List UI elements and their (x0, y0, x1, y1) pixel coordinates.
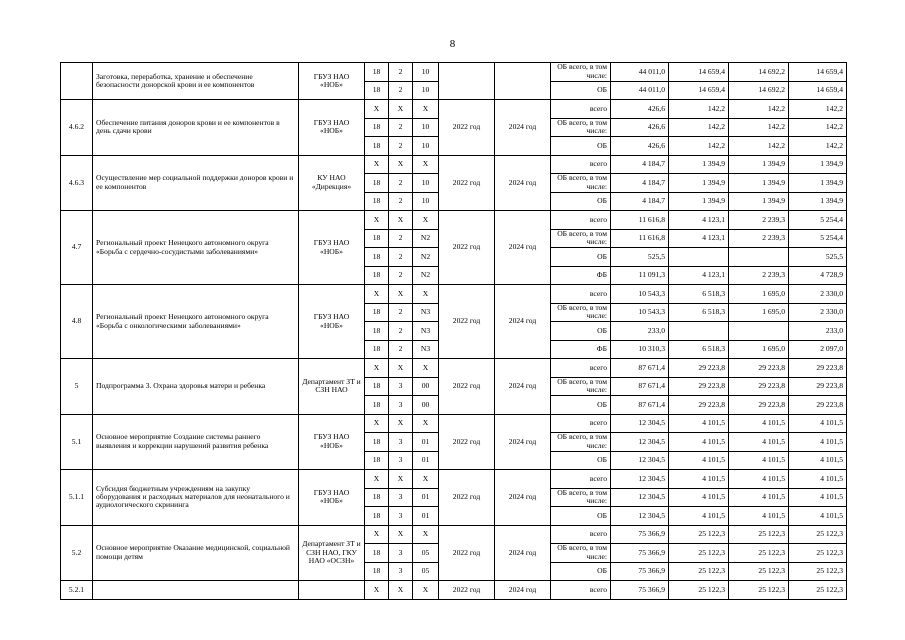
funding-source: ОБ всего, в том числе: (551, 174, 611, 193)
code-gp: 18 (365, 118, 389, 137)
table-row (61, 359, 847, 378)
amount-cell: 4 184,7 (611, 155, 669, 174)
amount-cell: 10 543,3 (611, 285, 669, 304)
item-executor: ГБУЗ НАО «НОБ» (299, 414, 365, 470)
amount-cell: 75 366,9 (611, 581, 669, 600)
funding-source: ОБ (551, 562, 611, 581)
amount-cell: 87 671,4 (611, 396, 669, 415)
code-om: Х (413, 211, 439, 230)
item-name: Региональный проект Ненецкого автономного округа «Борьба с сердечно-сосудистыми заболеваниями» (93, 211, 299, 285)
item-number: 4.6.3 (61, 155, 93, 211)
funding-source: всего (551, 581, 611, 600)
code-pp: 3 (389, 433, 413, 452)
funding-source: ОБ (551, 248, 611, 267)
amount-cell: 1 394,9 (789, 174, 847, 193)
funding-source: ОБ (551, 192, 611, 211)
amount-cell: 6 518,3 (669, 285, 729, 304)
amount-cell (729, 248, 789, 267)
amount-cell: 12 304,5 (611, 488, 669, 507)
code-om: N2 (413, 248, 439, 267)
funding-source: всего (551, 470, 611, 489)
code-pp: 3 (389, 507, 413, 526)
code-gp: Х (365, 470, 389, 489)
amount-cell: 25 122,3 (729, 581, 789, 600)
amount-cell: 4 101,5 (789, 470, 847, 489)
item-number: 5.2.1 (61, 581, 93, 600)
amount-cell: 4 101,5 (729, 433, 789, 452)
item-name: Осуществление мер социальной поддержки доноров крови и ее компонентов (93, 155, 299, 211)
table-row (61, 285, 847, 304)
code-pp: 2 (389, 63, 413, 82)
code-pp: 2 (389, 229, 413, 248)
table-row (61, 525, 847, 544)
amount-cell: 426,6 (611, 118, 669, 137)
amount-cell: 75 366,9 (611, 525, 669, 544)
item-number: 5.2 (61, 525, 93, 581)
code-pp: Х (389, 155, 413, 174)
item-number: 4.7 (61, 211, 93, 285)
code-pp: 2 (389, 192, 413, 211)
amount-cell: 10 310,3 (611, 340, 669, 359)
start-year: 2022 год (439, 155, 495, 211)
item-name: Субсидия бюджетным учреждениям на закупку оборудования и расходных материалов для неонатального и аудиологического скрининга (93, 470, 299, 526)
amount-cell: 1 394,9 (669, 192, 729, 211)
code-pp: Х (389, 414, 413, 433)
amount-cell: 2 097,0 (789, 340, 847, 359)
amount-cell: 142,2 (789, 100, 847, 119)
code-pp: 2 (389, 174, 413, 193)
code-pp: Х (389, 470, 413, 489)
code-om: Х (413, 100, 439, 119)
code-pp: Х (389, 359, 413, 378)
funding-source: ОБ (551, 507, 611, 526)
amount-cell: 29 223,8 (789, 396, 847, 415)
table-row (61, 470, 847, 489)
code-pp: Х (389, 285, 413, 304)
amount-cell: 142,2 (789, 118, 847, 137)
amount-cell: 4 101,5 (729, 414, 789, 433)
code-gp: 18 (365, 451, 389, 470)
amount-cell: 87 671,4 (611, 377, 669, 396)
amount-cell: 29 223,8 (669, 396, 729, 415)
amount-cell: 75 366,9 (611, 544, 669, 563)
amount-cell: 44 011,0 (611, 63, 669, 82)
amount-cell: 233,0 (789, 322, 847, 341)
code-gp: 18 (365, 63, 389, 82)
amount-cell: 29 223,8 (729, 396, 789, 415)
code-om: 10 (413, 63, 439, 82)
code-gp: 18 (365, 137, 389, 156)
item-number: 4.6.2 (61, 100, 93, 156)
end-year: 2024 год (495, 155, 551, 211)
table-row (61, 414, 847, 433)
funding-source: ОБ (551, 81, 611, 100)
code-pp: 2 (389, 81, 413, 100)
amount-cell: 29 223,8 (789, 377, 847, 396)
amount-cell: 6 518,3 (669, 303, 729, 322)
code-gp: 18 (365, 396, 389, 415)
amount-cell: 4 123,1 (669, 266, 729, 285)
code-pp: 3 (389, 451, 413, 470)
amount-cell: 6 518,3 (669, 340, 729, 359)
amount-cell: 142,2 (669, 118, 729, 137)
amount-cell: 4 101,5 (729, 507, 789, 526)
amount-cell: 11 616,8 (611, 229, 669, 248)
amount-cell: 75 366,9 (611, 562, 669, 581)
item-executor: ГБУЗ НАО «НОБ» (299, 63, 365, 100)
item-name: Подпрограмма 3. Охрана здоровья матери и ребенка (93, 359, 299, 415)
item-name: Основное мероприятие Оказание медицинской, социальной помощи детям (93, 525, 299, 581)
amount-cell: 1 394,9 (729, 155, 789, 174)
code-gp: 18 (365, 192, 389, 211)
funding-source: ОБ (551, 451, 611, 470)
code-om: 10 (413, 81, 439, 100)
amount-cell: 525,5 (611, 248, 669, 267)
code-pp: 3 (389, 488, 413, 507)
item-executor: ГБУЗ НАО «НОБ» (299, 100, 365, 156)
amount-cell: 14 692,2 (729, 81, 789, 100)
amount-cell: 12 304,5 (611, 470, 669, 489)
code-om: N3 (413, 322, 439, 341)
amount-cell: 29 223,8 (729, 377, 789, 396)
start-year: 2022 год (439, 100, 495, 156)
amount-cell: 1 695,0 (729, 285, 789, 304)
amount-cell (669, 248, 729, 267)
amount-cell: 142,2 (669, 137, 729, 156)
amount-cell: 44 011,0 (611, 81, 669, 100)
code-om: Х (413, 525, 439, 544)
code-om: 01 (413, 433, 439, 452)
code-pp: Х (389, 211, 413, 230)
amount-cell: 25 122,3 (669, 581, 729, 600)
amount-cell: 4 101,5 (669, 470, 729, 489)
code-gp: Х (365, 359, 389, 378)
amount-cell: 1 394,9 (729, 174, 789, 193)
amount-cell: 5 254,4 (789, 229, 847, 248)
code-om: 01 (413, 451, 439, 470)
item-name: Обеспечение питания доноров крови и ее компонентов в день сдачи крови (93, 100, 299, 156)
funding-source: всего (551, 525, 611, 544)
funding-source: ОБ (551, 137, 611, 156)
code-om: 10 (413, 192, 439, 211)
code-gp: Х (365, 581, 389, 600)
end-year: 2024 год (495, 525, 551, 581)
amount-cell: 25 122,3 (669, 562, 729, 581)
amount-cell: 2 239,3 (729, 266, 789, 285)
item-executor: ГБУЗ НАО «НОБ» (299, 470, 365, 526)
amount-cell: 4 101,5 (789, 433, 847, 452)
amount-cell: 1 394,9 (789, 192, 847, 211)
code-om: 10 (413, 174, 439, 193)
funding-source: ОБ всего, в том числе: (551, 377, 611, 396)
item-executor: ГБУЗ НАО «НОБ» (299, 211, 365, 285)
code-pp: 3 (389, 377, 413, 396)
code-om: N3 (413, 303, 439, 322)
code-om: Х (413, 470, 439, 489)
code-gp: 18 (365, 562, 389, 581)
amount-cell: 2 330,0 (789, 285, 847, 304)
amount-cell: 4 101,5 (789, 451, 847, 470)
amount-cell: 1 394,9 (789, 155, 847, 174)
amount-cell: 4 101,5 (729, 451, 789, 470)
amount-cell: 4 123,1 (669, 211, 729, 230)
code-om: 05 (413, 562, 439, 581)
code-gp: Х (365, 100, 389, 119)
code-om: Х (413, 581, 439, 600)
funding-source: всего (551, 359, 611, 378)
code-gp: 18 (365, 229, 389, 248)
item-number: 5.1.1 (61, 470, 93, 526)
start-year: 2022 год (439, 525, 495, 581)
item-name: Основное мероприятие Создание системы раннего выявления и коррекции нарушений развития ребенка (93, 414, 299, 470)
amount-cell: 4 728,9 (789, 266, 847, 285)
amount-cell: 4 101,5 (789, 488, 847, 507)
end-year: 2024 год (495, 414, 551, 470)
code-gp: Х (365, 525, 389, 544)
end-year: 2024 год (495, 470, 551, 526)
amount-cell: 25 122,3 (789, 562, 847, 581)
start-year: 2022 год (439, 414, 495, 470)
amount-cell: 426,6 (611, 137, 669, 156)
amount-cell: 12 304,5 (611, 507, 669, 526)
code-om: 00 (413, 377, 439, 396)
amount-cell: 25 122,3 (789, 544, 847, 563)
code-pp: 2 (389, 248, 413, 267)
amount-cell: 10 543,3 (611, 303, 669, 322)
amount-cell: 14 659,4 (669, 81, 729, 100)
code-pp: 3 (389, 544, 413, 563)
item-number: 5 (61, 359, 93, 415)
amount-cell: 29 223,8 (669, 359, 729, 378)
item-name: Региональный проект Ненецкого автономного округа «Борьба с онкологическими заболеваниями» (93, 285, 299, 359)
amount-cell: 4 101,5 (669, 507, 729, 526)
amount-cell: 426,6 (611, 100, 669, 119)
amount-cell: 11 616,8 (611, 211, 669, 230)
code-om: 00 (413, 396, 439, 415)
item-number: 4.8 (61, 285, 93, 359)
funding-source: всего (551, 285, 611, 304)
amount-cell: 25 122,3 (789, 525, 847, 544)
amount-cell: 1 394,9 (729, 192, 789, 211)
code-pp: 2 (389, 340, 413, 359)
amount-cell: 1 695,0 (729, 340, 789, 359)
amount-cell: 1 695,0 (729, 303, 789, 322)
amount-cell: 29 223,8 (669, 377, 729, 396)
amount-cell: 25 122,3 (789, 581, 847, 600)
amount-cell: 4 101,5 (789, 507, 847, 526)
code-pp: Х (389, 581, 413, 600)
funding-source: ОБ всего, в том числе: (551, 433, 611, 452)
table-row (61, 211, 847, 230)
start-year: 2022 год (439, 581, 495, 600)
amount-cell: 14 659,4 (789, 81, 847, 100)
end-year: 2024 год (495, 359, 551, 415)
amount-cell: 29 223,8 (729, 359, 789, 378)
item-number (61, 63, 93, 100)
code-pp: Х (389, 525, 413, 544)
item-executor: КУ НАО «Дирекция» (299, 155, 365, 211)
funding-source: ОБ всего, в том числе: (551, 118, 611, 137)
code-om: Х (413, 155, 439, 174)
amount-cell: 5 254,4 (789, 211, 847, 230)
code-pp: 3 (389, 396, 413, 415)
amount-cell: 142,2 (729, 118, 789, 137)
table-row (61, 581, 847, 600)
item-executor (299, 581, 365, 600)
amount-cell: 14 659,4 (669, 63, 729, 82)
code-gp: 18 (365, 544, 389, 563)
start-year: 2022 год (439, 470, 495, 526)
code-gp: 18 (365, 81, 389, 100)
amount-cell: 233,0 (611, 322, 669, 341)
amount-cell: 2 239,3 (729, 211, 789, 230)
item-executor: Департамент ЗТ и СЗН НАО (299, 359, 365, 415)
amount-cell: 14 659,4 (789, 63, 847, 82)
item-executor: ГБУЗ НАО «НОБ» (299, 285, 365, 359)
amount-cell: 142,2 (729, 100, 789, 119)
amount-cell: 4 101,5 (729, 470, 789, 489)
start-year: 2022 год (439, 359, 495, 415)
code-gp: 18 (365, 303, 389, 322)
end-year: 2024 год (495, 100, 551, 156)
funding-source: ОБ (551, 396, 611, 415)
amount-cell: 12 304,5 (611, 433, 669, 452)
code-om: N2 (413, 229, 439, 248)
funding-source: всего (551, 211, 611, 230)
funding-source: ОБ всего, в том числе: (551, 488, 611, 507)
code-om: 05 (413, 544, 439, 563)
code-pp: 2 (389, 303, 413, 322)
code-gp: Х (365, 414, 389, 433)
funding-source: ОБ всего, в том числе: (551, 229, 611, 248)
code-gp: 18 (365, 488, 389, 507)
table-row (61, 63, 847, 82)
code-gp: 18 (365, 340, 389, 359)
start-year: 2022 год (439, 211, 495, 285)
code-om: 01 (413, 507, 439, 526)
amount-cell: 14 692,2 (729, 63, 789, 82)
code-gp: Х (365, 155, 389, 174)
item-executor: Департамент ЗТ и СЗН НАО, ГКУ НАО «ОСЗН» (299, 525, 365, 581)
amount-cell: 25 122,3 (729, 544, 789, 563)
code-pp: 2 (389, 266, 413, 285)
end-year: 2024 год (495, 211, 551, 285)
amount-cell: 25 122,3 (669, 525, 729, 544)
amount-cell: 4 101,5 (669, 414, 729, 433)
code-gp: 18 (365, 174, 389, 193)
amount-cell: 4 184,7 (611, 174, 669, 193)
amount-cell: 29 223,8 (789, 359, 847, 378)
amount-cell: 4 101,5 (669, 451, 729, 470)
amount-cell: 87 671,4 (611, 359, 669, 378)
amount-cell: 4 101,5 (789, 414, 847, 433)
amount-cell: 142,2 (789, 137, 847, 156)
amount-cell: 2 239,3 (729, 229, 789, 248)
code-om: Х (413, 359, 439, 378)
amount-cell: 25 122,3 (669, 544, 729, 563)
code-om: Х (413, 285, 439, 304)
code-om: Х (413, 414, 439, 433)
code-pp: Х (389, 100, 413, 119)
item-name (93, 581, 299, 600)
funding-source: ОБ всего, в том числе: (551, 63, 611, 82)
amount-cell: 2 330,0 (789, 303, 847, 322)
funding-source: ФБ (551, 266, 611, 285)
code-pp: 2 (389, 322, 413, 341)
amount-cell: 25 122,3 (729, 562, 789, 581)
funding-source: ОБ всего, в том числе: (551, 303, 611, 322)
amount-cell (729, 322, 789, 341)
amount-cell: 1 394,9 (669, 174, 729, 193)
amount-cell: 12 304,5 (611, 414, 669, 433)
code-gp: 18 (365, 266, 389, 285)
amount-cell: 4 184,7 (611, 192, 669, 211)
code-gp: 18 (365, 248, 389, 267)
amount-cell: 25 122,3 (729, 525, 789, 544)
table-body (61, 63, 847, 600)
amount-cell: 1 394,9 (669, 155, 729, 174)
amount-cell (669, 322, 729, 341)
amount-cell: 11 091,3 (611, 266, 669, 285)
code-gp: Х (365, 211, 389, 230)
funding-source: ФБ (551, 340, 611, 359)
code-om: 10 (413, 137, 439, 156)
code-om: 10 (413, 118, 439, 137)
funding-source: ОБ всего, в том числе: (551, 544, 611, 563)
code-om: 01 (413, 488, 439, 507)
amount-cell: 4 101,5 (669, 433, 729, 452)
end-year: 2024 год (495, 285, 551, 359)
amount-cell: 4 123,1 (669, 229, 729, 248)
amount-cell: 12 304,5 (611, 451, 669, 470)
page-number: 8 (449, 38, 456, 50)
start-year (439, 63, 495, 100)
end-year (495, 63, 551, 100)
amount-cell: 142,2 (729, 137, 789, 156)
funding-source: всего (551, 155, 611, 174)
code-om: N2 (413, 266, 439, 285)
amount-cell: 142,2 (669, 100, 729, 119)
funding-source: всего (551, 414, 611, 433)
table-row (61, 100, 847, 119)
code-gp: 18 (365, 377, 389, 396)
code-gp: Х (365, 285, 389, 304)
table-row (61, 155, 847, 174)
code-gp: 18 (365, 433, 389, 452)
amount-cell: 4 101,5 (669, 488, 729, 507)
funding-source: ОБ (551, 322, 611, 341)
funding-source: всего (551, 100, 611, 119)
item-name: Заготовка, переработка, хранение и обеспечение безопасности донорской крови и ее компонентов (93, 63, 299, 100)
amount-cell: 4 101,5 (729, 488, 789, 507)
amount-cell: 525,5 (789, 248, 847, 267)
start-year: 2022 год (439, 285, 495, 359)
code-gp: 18 (365, 507, 389, 526)
code-om: N3 (413, 340, 439, 359)
code-gp: 18 (365, 322, 389, 341)
program-table (60, 62, 847, 600)
code-pp: 2 (389, 137, 413, 156)
end-year: 2024 год (495, 581, 551, 600)
code-pp: 3 (389, 562, 413, 581)
item-number: 5.1 (61, 414, 93, 470)
code-pp: 2 (389, 118, 413, 137)
